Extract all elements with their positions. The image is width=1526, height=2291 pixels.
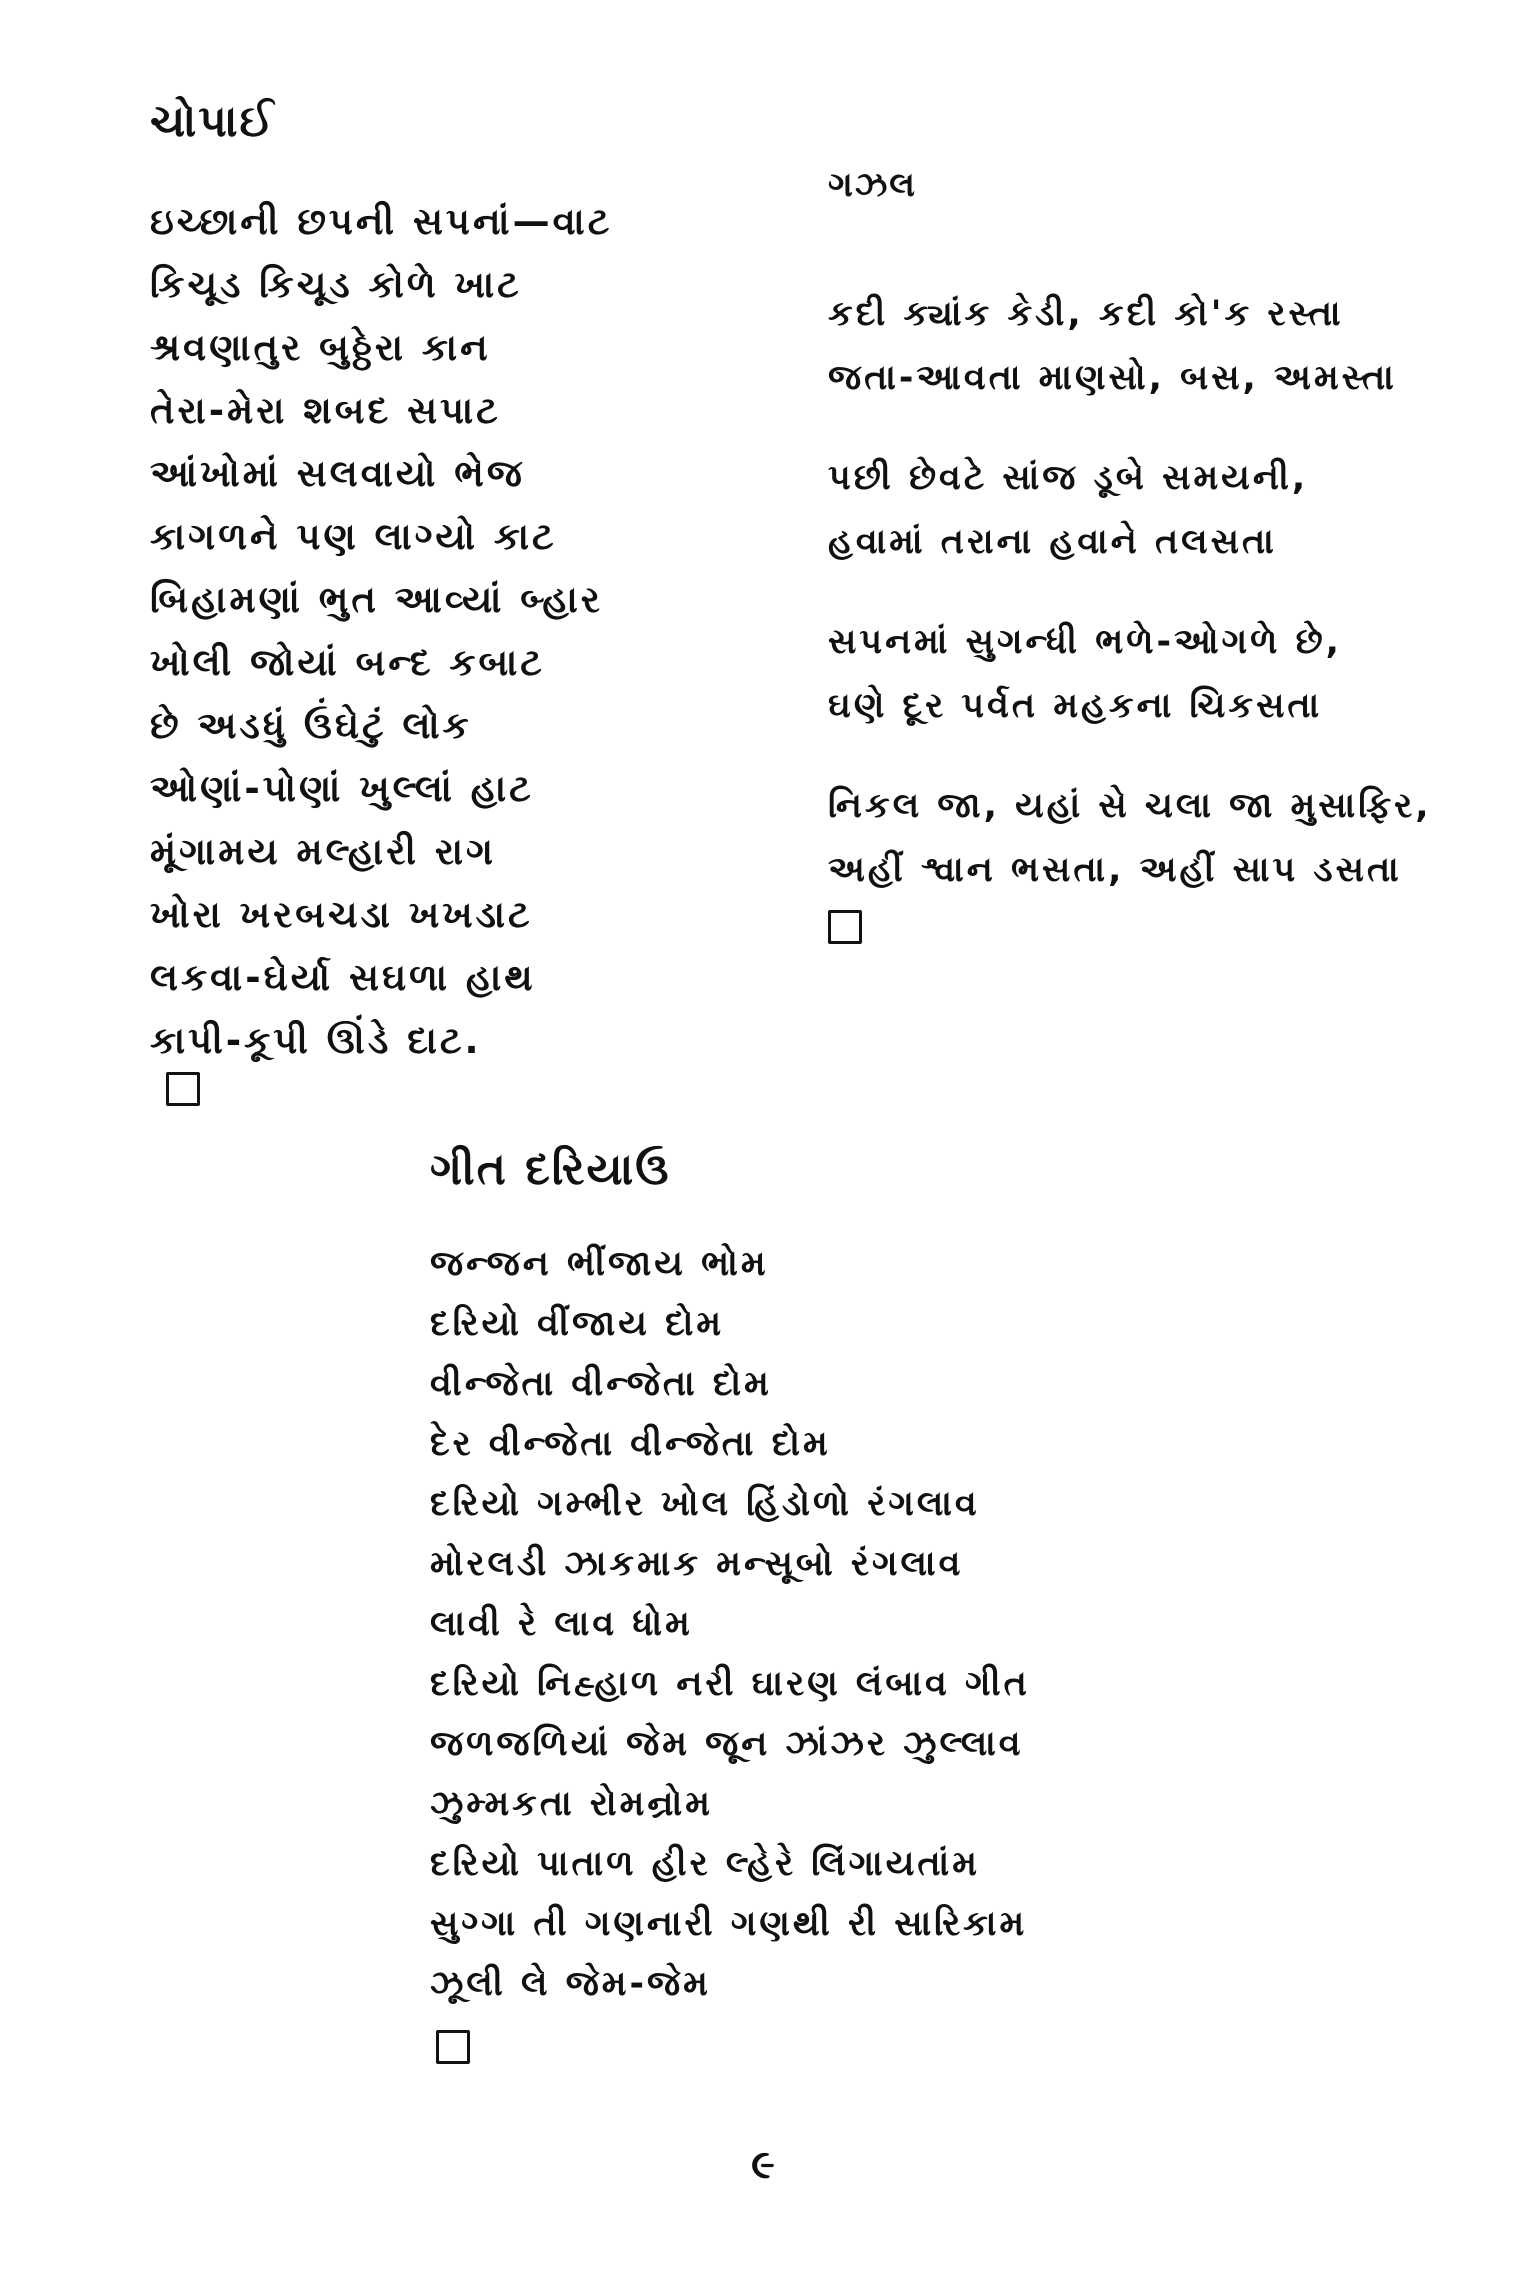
end-of-poem-square-icon	[828, 910, 862, 944]
poem-line: બિહામણાં ભુત આવ્યાં બ્હાર	[150, 578, 603, 621]
poem-line: હવામાં તરાના હવાને તલસતા	[828, 522, 1277, 562]
stanza	[828, 282, 1432, 410]
poem-line: આંખોમાં સલવાયો ભેજ	[150, 452, 525, 495]
poem-line: કાગળને પણ લાગ્યો કાટ	[150, 515, 557, 558]
poem-line: વીન્જેતા વીન્જેતા દોમ	[430, 1364, 772, 1404]
poem-line: ઝૂલી લે જેમ-જેમ	[430, 1964, 711, 2004]
poem-lines	[150, 190, 612, 1072]
poem-line: લાવી રે લાવ ધોમ	[430, 1604, 693, 1644]
end-of-poem-square-icon	[166, 1072, 200, 1106]
page-number: ૯	[751, 2142, 775, 2188]
poem-line: ઝુમ્મકતા રોમન્રોમ	[430, 1784, 713, 1824]
poem-line: કાપી-કૂપી ઊંડે દાટ.	[150, 1019, 482, 1062]
poem-line: દરિયો પાતાળ હીર લ્હેરે લિંગાયતાંમ	[430, 1844, 980, 1884]
poem-line: મોરલડી ઝાકમાક મન્સૂબો રંગલાવ	[430, 1544, 964, 1584]
poem-line: મૂંગામય મલ્હારી રાગ	[150, 830, 497, 873]
poem-line: જળજળિયાં જેમ જૂન ઝાંઝર ઝુલ્લાવ	[430, 1724, 1024, 1764]
poem-line: કિચૂડ કિચૂડ કોળે ખાટ	[150, 263, 522, 306]
poem-line: દરિયો નિહ્હાળ નરી ઘારણ લંબાવ ગીત	[430, 1664, 1030, 1704]
poem-line: તેરા-મેરા શબદ સપાટ	[150, 389, 501, 432]
poem-title: ગીત દરિયાઉ	[430, 1144, 671, 1195]
poem-line: ઇચ્છાની છપની સપનાં—વાટ	[150, 200, 613, 243]
poem-line: સુગ્ગા તી ગણનારી ગણથી રી સારિકામ	[430, 1904, 1028, 1944]
poem-chopai	[150, 96, 613, 1072]
poem-line: નિકલ જા, યહાં સે ચલા જા મુસાફિર,	[828, 786, 1432, 826]
poem-lines	[430, 1234, 1030, 2014]
poem-line: કદી ક્યાંક કેડી, કદી કો'ક રસ્તા	[828, 294, 1344, 334]
poem-line: ખોરા ખરબચડા ખખડાટ	[150, 893, 533, 936]
poem-line: લકવા-ઘેર્યા સઘળા હાથ	[150, 956, 536, 999]
poem-line: ઓણાં-પોણાં ખુલ્લાં હાટ	[150, 767, 534, 810]
stanza	[828, 774, 1432, 902]
poem-line: છે અડધું ઉંઘેટું લોક	[150, 704, 472, 747]
poem-line: દરિયો ગમ્ભીર ખોલ હિંડોળો રંગલાવ	[430, 1484, 980, 1524]
end-of-poem-square-icon	[436, 2030, 470, 2064]
poem-line: ઘણે દૂર પર્વત મહકના ચિકસતા	[828, 686, 1323, 726]
poem-title: ગઝલ	[828, 165, 917, 205]
poem-line: પછી છેવટે સાંજ ડૂબે સમયની,	[828, 458, 1309, 498]
poem-title: ચોપાઈ	[150, 96, 276, 147]
stanza	[828, 446, 1432, 574]
poem-line: દેર વીન્જેતા વીન્જેતા દોમ	[430, 1424, 831, 1464]
poem-gazal	[828, 165, 1432, 938]
poem-line: અહીં શ્વાન ભસતા, અહીં સાપ ડસતા	[828, 850, 1402, 890]
poem-line: ખોલી જોયાં બન્દ કબાટ	[150, 641, 545, 684]
poem-line: જન્જન ભીંજાય ભોમ	[430, 1244, 769, 1284]
poem-geet	[430, 1144, 1030, 2014]
poem-line: જતા-આવતા માણસો, બસ, અમસ્તા	[828, 358, 1397, 398]
stanza	[828, 610, 1432, 738]
poem-line: દરિયો વીંજાય દોમ	[430, 1304, 725, 1344]
poem-line: સપનમાં સુગન્ધી ભળે-ઓગળે છે,	[828, 622, 1342, 662]
poem-stanzas	[828, 282, 1432, 902]
poem-line: શ્રવણાતુર બુઠ્ઠેરા કાન	[150, 326, 491, 369]
